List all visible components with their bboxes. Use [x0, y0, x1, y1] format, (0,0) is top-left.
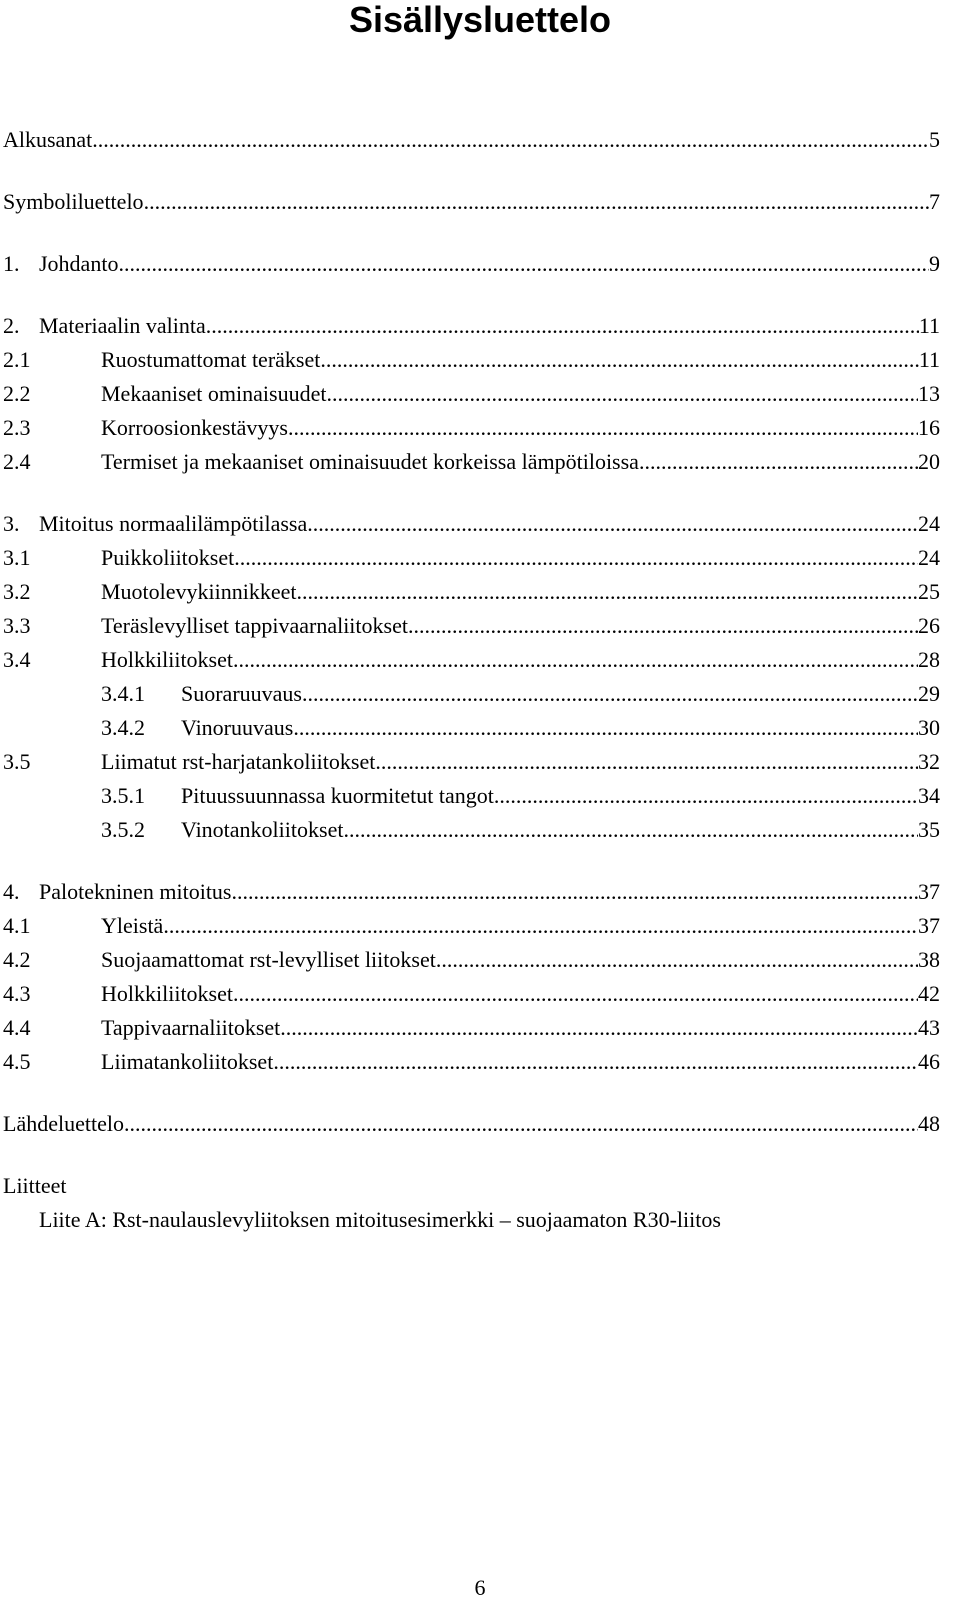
dot-leader — [233, 980, 918, 1008]
toc-entry-title: Tappivaarnaliitokset — [101, 1015, 281, 1040]
dot-leader — [92, 126, 929, 154]
dot-leader — [233, 646, 918, 674]
toc-entry-number: 4.5 — [3, 1049, 31, 1074]
dot-leader — [163, 912, 918, 940]
toc-entry-page: 37 — [918, 879, 940, 904]
toc-entry-4[interactable] — [3, 878, 940, 906]
toc-entry-title: Lähdeluettelo — [3, 1111, 124, 1136]
toc-entry-page: 29 — [918, 681, 940, 706]
toc-entry-number: 1. — [3, 251, 20, 276]
toc-entry-2[interactable] — [3, 312, 940, 340]
toc-entry-title: Mekaaniset ominaisuudet — [101, 381, 327, 406]
toc-entry-number: 2.3 — [3, 415, 31, 440]
toc-entry-title: Yleistä — [101, 913, 164, 938]
toc-entry-page: 11 — [918, 347, 940, 372]
page-title: Sisällysluettelo — [348, 0, 612, 40]
page-number: 6 — [474, 1575, 486, 1600]
toc-entry-page: 9 — [929, 251, 940, 276]
toc-entry-title: Teräslevylliset tappivaarnaliitokset — [101, 613, 408, 638]
appendix-heading: Liitteet — [3, 1173, 67, 1198]
toc-entry-3-5-2[interactable] — [3, 816, 940, 844]
toc-entry-number: 3.5.2 — [101, 817, 145, 842]
dot-leader — [494, 782, 918, 810]
dot-leader — [375, 748, 918, 776]
dot-leader — [297, 578, 918, 606]
dot-leader — [280, 1014, 918, 1042]
toc-entry-2-1[interactable] — [3, 346, 940, 374]
toc-entry-title: Pituussuunnassa kuormitetut tangot — [181, 783, 494, 808]
dot-leader — [436, 946, 918, 974]
toc-entry-number: 3. — [3, 511, 20, 536]
toc-entry-page: 16 — [918, 415, 940, 440]
toc-entry-title: Materiaalin valinta — [39, 313, 206, 338]
toc-entry-page: 46 — [918, 1049, 940, 1074]
toc-entry-2-3[interactable] — [3, 414, 940, 442]
toc-entry-3-3[interactable] — [3, 612, 940, 640]
toc-entry-page: 34 — [918, 783, 940, 808]
toc-entry-title: Puikkoliitokset — [101, 545, 235, 570]
toc-entry-number: 3.3 — [3, 613, 31, 638]
toc-entry-page: 32 — [918, 749, 940, 774]
toc-entry-title: Holkkiliitokset — [101, 647, 233, 672]
toc-entry-number: 4.1 — [3, 913, 31, 938]
toc-entry-number: 4.3 — [3, 981, 31, 1006]
dot-leader — [302, 680, 918, 708]
toc-entry-number: 3.5 — [3, 749, 31, 774]
toc-entry-4-5[interactable] — [3, 1048, 940, 1076]
toc-entry-title: Korroosionkestävyys — [101, 415, 288, 440]
toc-entry-number: 3.4.1 — [101, 681, 145, 706]
toc-entry-2-4[interactable] — [3, 448, 940, 476]
toc-entry-number: 4.2 — [3, 947, 31, 972]
toc-entry-number: 4.4 — [3, 1015, 31, 1040]
toc-entry-number: 3.4 — [3, 647, 31, 672]
toc-entry-page: 38 — [918, 947, 940, 972]
toc-entry-number: 2.4 — [3, 449, 31, 474]
toc-entry-number: 2.1 — [3, 347, 31, 372]
appendix-item[interactable]: Liite A: Rst-naulauslevyliitoksen mitoitusesimerkki – suojaamaton R30-liitos — [39, 1207, 721, 1232]
toc-entry-page: 25 — [918, 579, 940, 604]
toc-entry-page: 37 — [918, 913, 940, 938]
dot-leader — [639, 448, 918, 476]
toc-entry-lahdeluettelo[interactable] — [3, 1110, 940, 1138]
toc-entry-title: Vinotankoliitokset — [181, 817, 344, 842]
dot-leader — [273, 1048, 918, 1076]
toc-entry-title: Liimatankoliitokset — [101, 1049, 274, 1074]
toc-entry-number: 4. — [3, 879, 20, 904]
toc-entry-1[interactable] — [3, 250, 940, 278]
toc-entry-title: Holkkiliitokset — [101, 981, 233, 1006]
toc-entry-3-5-1[interactable] — [3, 782, 940, 810]
toc-entry-number: 3.5.1 — [101, 783, 145, 808]
toc-entry-page: 7 — [929, 189, 940, 214]
toc-entry-2-2[interactable] — [3, 380, 940, 408]
dot-leader — [288, 414, 918, 442]
toc-entry-page: 48 — [918, 1111, 940, 1136]
dot-leader — [118, 250, 929, 278]
toc-entry-number: 3.4.2 — [101, 715, 145, 740]
toc-entry-title: Muotolevykiinnikkeet — [101, 579, 297, 604]
toc-entry-page: 43 — [918, 1015, 940, 1040]
toc-entry-page: 28 — [918, 647, 940, 672]
toc-entry-number: 2.2 — [3, 381, 31, 406]
toc-entry-title: Alkusanat — [3, 127, 93, 152]
toc-entry-page: 5 — [929, 127, 940, 152]
dot-leader — [307, 510, 918, 538]
toc-entry-symboliluettelo[interactable] — [3, 188, 940, 216]
toc-entry-page: 13 — [918, 381, 940, 406]
dot-leader — [232, 878, 919, 906]
dot-leader — [124, 1110, 918, 1138]
toc-entry-3[interactable] — [3, 510, 940, 538]
toc-entry-title: Ruostumattomat teräkset — [101, 347, 321, 372]
dot-leader — [320, 346, 918, 374]
toc-entry-page: 11 — [918, 313, 940, 338]
dot-leader — [234, 544, 918, 572]
toc-entry-title: Vinoruuvaus — [181, 715, 294, 740]
dot-leader — [343, 816, 918, 844]
toc-entry-3-4-1[interactable] — [3, 680, 940, 708]
toc-entry-title: Mitoitus normaalilämpötilassa — [39, 511, 308, 536]
toc-entry-title: Suojaamattomat rst-levylliset liitokset — [101, 947, 436, 972]
toc-entry-title: Symboliluettelo — [3, 189, 144, 214]
toc-entry-page: 30 — [918, 715, 940, 740]
toc-entry-3-2[interactable] — [3, 578, 940, 606]
toc-entry-page: 24 — [918, 511, 940, 536]
toc-entry-page: 26 — [918, 613, 940, 638]
toc-entry-4-1[interactable] — [3, 912, 940, 940]
dot-leader — [144, 188, 929, 216]
dot-leader — [206, 312, 919, 340]
toc-entry-number: 2. — [3, 313, 20, 338]
toc-entry-page: 20 — [918, 449, 940, 474]
toc-entry-title: Johdanto — [39, 251, 119, 276]
dot-leader — [293, 714, 918, 742]
toc-entry-3-1[interactable] — [3, 544, 940, 572]
toc-entry-3-4[interactable] — [3, 646, 940, 674]
toc-entry-4-2[interactable] — [3, 946, 940, 974]
toc-entry-title: Liimatut rst-harjatankoliitokset — [101, 749, 376, 774]
dot-leader — [408, 612, 918, 640]
toc-entry-4-4[interactable] — [3, 1014, 940, 1042]
toc-entry-alkusanat[interactable] — [3, 126, 940, 154]
toc-entry-3-4-2[interactable] — [3, 714, 940, 742]
dot-leader — [326, 380, 918, 408]
toc-entry-title: Palotekninen mitoitus — [39, 879, 232, 904]
toc-entry-title: Termiset ja mekaaniset ominaisuudet korkeissa lämpötiloissa — [101, 449, 639, 474]
toc-entry-page: 42 — [918, 981, 940, 1006]
toc-entry-number: 3.1 — [3, 545, 31, 570]
toc-entry-page: 35 — [918, 817, 940, 842]
toc-entry-3-5[interactable] — [3, 748, 940, 776]
toc-entry-page: 24 — [918, 545, 940, 570]
toc-entry-title: Suoraruuvaus — [181, 681, 302, 706]
toc-entry-4-3[interactable] — [3, 980, 940, 1008]
toc-entry-number: 3.2 — [3, 579, 31, 604]
